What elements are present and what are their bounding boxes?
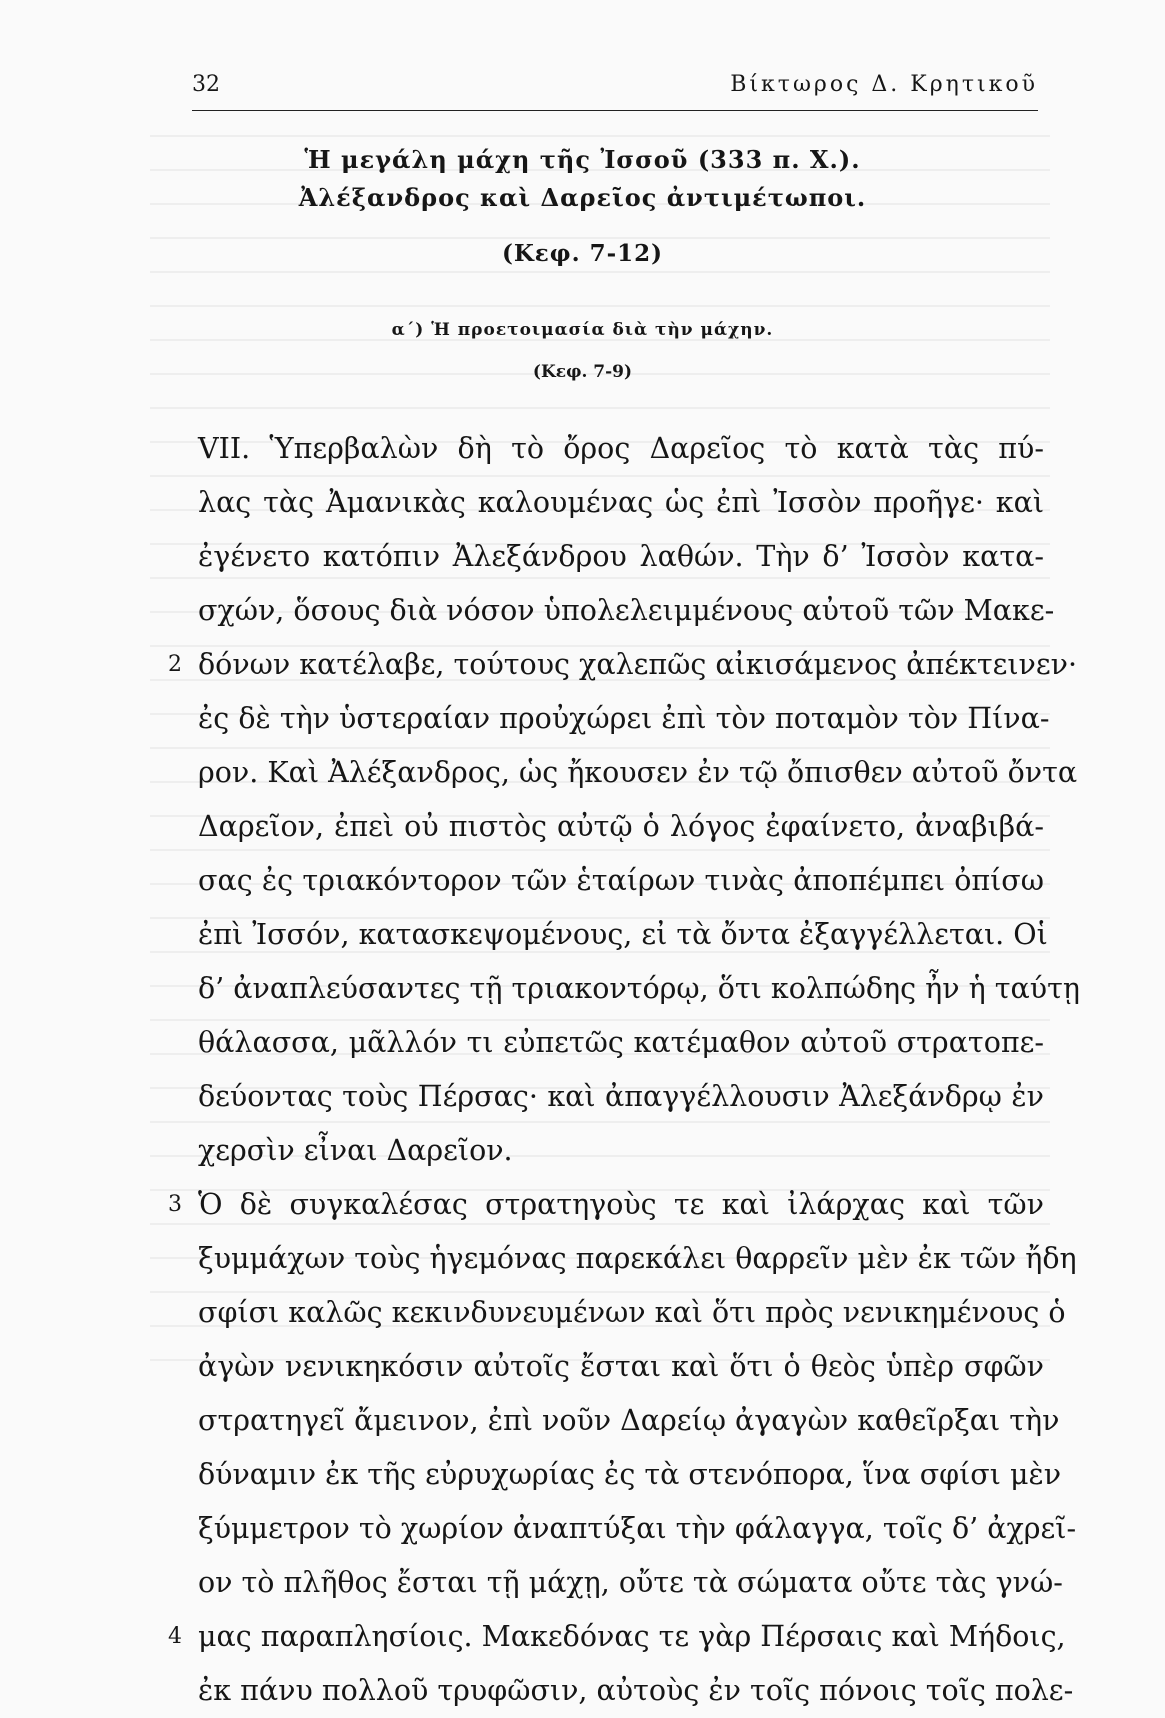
text-line: ἐγένετο κατόπιν Ἀλεξάνδρου λαθών. Τὴν δ’ Ἰσσὸν κατα- <box>198 540 1044 573</box>
margin-number: 4 <box>168 1624 182 1649</box>
text-line: δύναμιν ἐκ τῆς εὐρυχωρίας ἐς τὰ στενόπορα, ἵνα σφίσι μὲν <box>198 1458 1062 1491</box>
text-line: δ’ ἀναπλεύσαντες τῇ τριακοντόρῳ, ὅτι κολπώδης ἦν ἡ ταύτῃ <box>198 972 1080 1005</box>
text-line: ἀγὼν νενικηκόσιν αὐτοῖς ἔσται καὶ ὅτι ὁ θεὸς ὑπὲρ σφῶν <box>198 1350 1044 1383</box>
margin-number: 2 <box>168 652 182 677</box>
text-line: ἐς δὲ τὴν ὑστεραίαν προὐχώρει ἐπὶ τὸν ποταμὸν τὸν Πίνα- <box>198 702 1050 735</box>
text-line: σφίσι καλῶς κεκινδυνευμένων καὶ ὅτι πρὸς νενικημένους ὁ <box>198 1296 1066 1329</box>
text-line: Ὁ δὲ συγκαλέσας στρατηγοὺς τε καὶ ἰλάρχας καὶ τῶν <box>198 1188 1044 1221</box>
text-line: σας ἐς τριακόντορον τῶν ἑταίρων τινὰς ἀποπέμπει ὀπίσω <box>198 864 1044 897</box>
body-text <box>168 422 1080 1718</box>
text-line: ἐκ πάνυ πολλοῦ τρυφῶσιν, αὐτοὺς ἐν τοῖς πόνοις τοῖς πολε- <box>198 1674 1074 1707</box>
margin-number: 3 <box>168 1192 182 1217</box>
text-line: ρον. Καὶ Ἀλέξανδρος, ὡς ἤκουσεν ἐν τῷ ὄπισθεν αὐτοῦ ὄντα <box>198 756 1078 789</box>
main-title-line-2: Ἀλέξανδρος καὶ Δαρεῖος ἀντιμέτωποι. <box>298 183 867 212</box>
text-line: δόνων κατέλαβε, τούτους χαλεπῶς αἰκισάμενος ἀπέκτεινεν· <box>198 648 1078 681</box>
running-head: Βίκτωρος Δ. Κρητικοῦ <box>730 72 1038 97</box>
text-line: ξυμμάχων τοὺς ἡγεμόνας παρεκάλει θαρρεῖν μὲν ἐκ τῶν ἤδη <box>198 1242 1077 1275</box>
text-line: VII. Ὑπερβαλὼν δὴ τὸ ὄρος Δαρεῖος τὸ κατὰ τὰς πύ- <box>198 432 1044 465</box>
text-line: θάλασσα, μᾶλλόν τι εὐπετῶς κατέμαθον αὐτοῦ στρατοπε- <box>198 1026 1044 1059</box>
chapter-range: (Κεφ. 7-12) <box>501 240 664 267</box>
text-line: δεύοντας τοὺς Πέρσας· καὶ ἀπαγγέλλουσιν Ἀλεξάνδρῳ ἐν <box>198 1080 1044 1113</box>
text-line: ἐπὶ Ἰσσόν, κατασκεψομένους, εἰ τὰ ὄντα ἐξαγγέλλεται. Οἱ <box>198 918 1048 951</box>
main-title-line-1: Ἡ μεγάλη μάχη τῆς Ἰσσοῦ (333 π. Χ.). <box>304 145 861 174</box>
section-chapter-range: (Κεφ. 7-9) <box>532 362 633 382</box>
section-title: α΄) Ἡ προετοιμασία διὰ τὴν μάχην. <box>391 320 774 340</box>
text-line: σχών, ὅσους διὰ νόσον ὑπολελειμμένους αὐτοῦ τῶν Μακε- <box>198 594 1055 627</box>
text-line: ον τὸ πλῆθος ἔσται τῇ μάχῃ, οὔτε τὰ σώματα οὔτε τὰς γνώ- <box>198 1566 1063 1599</box>
text-line: στρατηγεῖ ἄμεινον, ἐπὶ νοῦν Δαρείῳ ἀγαγὼν καθεῖρξαι τὴν <box>198 1404 1060 1437</box>
text-line: Δαρεῖον, ἐπεὶ οὐ πιστὸς αὐτῷ ὁ λόγος ἐφαίνετο, ἀναβιβά- <box>198 810 1044 843</box>
header-rule <box>192 110 1038 111</box>
text-line: χερσὶν εἶναι Δαρεῖον. <box>198 1134 513 1167</box>
page-header <box>192 72 1038 106</box>
page-number: 32 <box>192 72 220 97</box>
text-line: ξύμμετρον τὸ χωρίον ἀναπτύξαι τὴν φάλαγγα, τοῖς δ’ ἀχρεῖ- <box>198 1512 1077 1545</box>
text-line: μας παραπλησίοις. Μακεδόνας τε γὰρ Πέρσαις καὶ Μήδοις, <box>198 1620 1066 1653</box>
text-line: λας τὰς Ἀμανικὰς καλουμένας ὡς ἐπὶ Ἰσσὸν προῆγε· καὶ <box>198 486 1044 519</box>
